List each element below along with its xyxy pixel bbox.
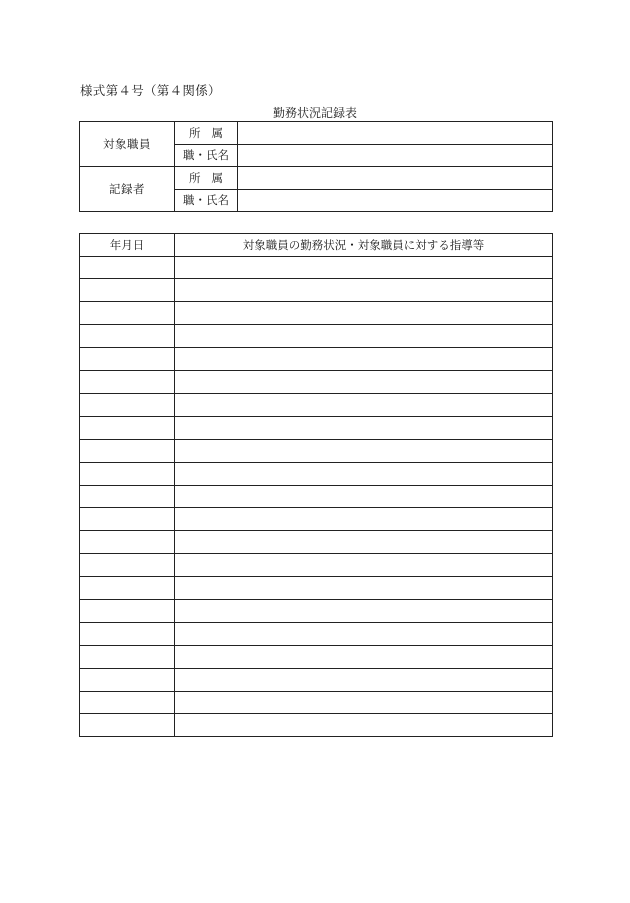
- date-cell[interactable]: [80, 302, 175, 325]
- date-cell[interactable]: [80, 439, 175, 462]
- table-row: [80, 325, 553, 348]
- form-number: 様式第４号（第４関係）: [80, 83, 221, 98]
- notes-cell[interactable]: [175, 691, 553, 714]
- notes-cell[interactable]: [175, 714, 553, 737]
- table-row: [80, 714, 553, 737]
- record-header-row: [80, 234, 553, 257]
- date-cell[interactable]: [80, 554, 175, 577]
- date-cell[interactable]: [80, 508, 175, 531]
- table-row: [80, 691, 553, 714]
- date-cell[interactable]: [80, 393, 175, 416]
- notes-cell[interactable]: [175, 577, 553, 600]
- recorder-affiliation-row: [80, 167, 553, 190]
- date-cell[interactable]: [80, 645, 175, 668]
- notes-cell[interactable]: [175, 393, 553, 416]
- table-row: [80, 508, 553, 531]
- table-row: [80, 439, 553, 462]
- notes-column-header: 対象職員の勤務状況・対象職員に対する指導等: [175, 234, 553, 257]
- recorder-name-label: 職・氏名: [175, 189, 238, 212]
- date-cell[interactable]: [80, 256, 175, 279]
- table-row: [80, 416, 553, 439]
- subject-affiliation-row: [80, 122, 553, 145]
- notes-cell[interactable]: [175, 256, 553, 279]
- date-cell[interactable]: [80, 485, 175, 508]
- notes-cell[interactable]: [175, 302, 553, 325]
- subject-affiliation-field[interactable]: [238, 122, 553, 145]
- table-row: [80, 622, 553, 645]
- notes-cell[interactable]: [175, 668, 553, 691]
- date-column-header: 年月日: [80, 234, 175, 257]
- date-cell[interactable]: [80, 371, 175, 394]
- subject-name-label: 職・氏名: [175, 144, 238, 167]
- notes-cell[interactable]: [175, 645, 553, 668]
- table-row: [80, 599, 553, 622]
- table-row: [80, 645, 553, 668]
- table-row: [80, 393, 553, 416]
- date-cell[interactable]: [80, 622, 175, 645]
- notes-cell[interactable]: [175, 622, 553, 645]
- notes-cell[interactable]: [175, 279, 553, 302]
- date-cell[interactable]: [80, 531, 175, 554]
- document-title: 勤務状況記録表: [272, 106, 357, 120]
- subject-affiliation-label: 所属: [175, 122, 238, 145]
- table-row: [80, 371, 553, 394]
- notes-cell[interactable]: [175, 508, 553, 531]
- date-cell[interactable]: [80, 325, 175, 348]
- notes-cell[interactable]: [175, 554, 553, 577]
- subject-name-field[interactable]: [238, 144, 553, 167]
- subject-staff-label: 対象職員: [80, 122, 175, 167]
- table-row: [80, 462, 553, 485]
- recorder-label: 記録者: [80, 167, 175, 212]
- notes-cell[interactable]: [175, 485, 553, 508]
- notes-cell[interactable]: [175, 599, 553, 622]
- date-cell[interactable]: [80, 691, 175, 714]
- notes-cell[interactable]: [175, 462, 553, 485]
- table-row: [80, 668, 553, 691]
- table-row: [80, 348, 553, 371]
- notes-cell[interactable]: [175, 439, 553, 462]
- notes-cell[interactable]: [175, 416, 553, 439]
- notes-cell[interactable]: [175, 348, 553, 371]
- date-cell[interactable]: [80, 668, 175, 691]
- table-row: [80, 531, 553, 554]
- recorder-name-field[interactable]: [238, 189, 553, 212]
- subject-info-table: [79, 121, 553, 212]
- date-cell[interactable]: [80, 714, 175, 737]
- table-row: [80, 554, 553, 577]
- date-cell[interactable]: [80, 462, 175, 485]
- table-row: [80, 279, 553, 302]
- table-row: [80, 302, 553, 325]
- record-body: [80, 256, 553, 737]
- date-cell[interactable]: [80, 348, 175, 371]
- table-row: [80, 256, 553, 279]
- date-cell[interactable]: [80, 279, 175, 302]
- work-record-table: [79, 233, 553, 737]
- notes-cell[interactable]: [175, 371, 553, 394]
- table-row: [80, 485, 553, 508]
- date-cell[interactable]: [80, 599, 175, 622]
- recorder-affiliation-field[interactable]: [238, 167, 553, 190]
- notes-cell[interactable]: [175, 325, 553, 348]
- date-cell[interactable]: [80, 416, 175, 439]
- date-cell[interactable]: [80, 577, 175, 600]
- notes-cell[interactable]: [175, 531, 553, 554]
- recorder-affiliation-label: 所属: [175, 167, 238, 190]
- table-row: [80, 577, 553, 600]
